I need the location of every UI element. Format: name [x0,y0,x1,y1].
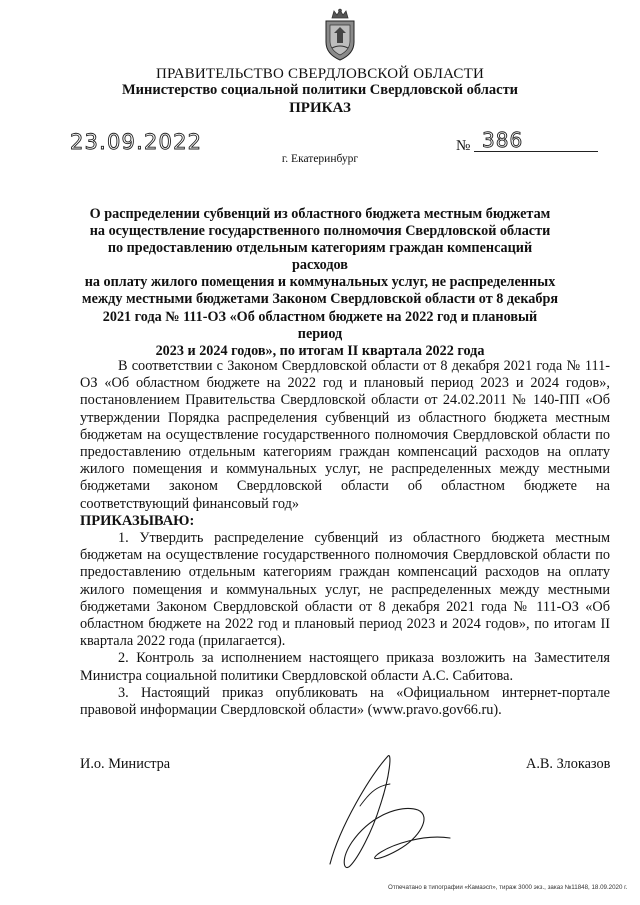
order-title [80,206,560,360]
title-line: на осуществление государственного полномочия Свердловской области [89,223,551,240]
order-item-3: 3. Настоящий приказ опубликовать на «Официальном интернет-портале правовой информации Свердловской области» (www.pravo.gov66.ru). [80,684,610,719]
ministry-heading: Министерство социальной политики Свердловской области [121,82,519,98]
title-line: 2023 и 2024 годов», по итогам II квартала 2022 года [155,342,485,359]
government-heading: ПРАВИТЕЛЬСТВО СВЕРДЛОВСКОЙ ОБЛАСТИ [155,66,485,82]
city-line: г. Екатеринбург [281,153,359,165]
preamble-paragraph: В соответствии с Законом Свердловской области от 8 декабря 2021 года № 111-ОЗ «Об областном бюджете на 2022 год и плановый период 2023 и 2024 годов», постановлением Правительства Свердловской области от 24.02.2011 № 140-ПП «Об утверждении Порядка распределения субвенций из областного бюджета местным бюджетам на осуществление государственного полномочия Свердловской области по предоставлению отдельным категориям граждан компенсаций расходов на оплату жилого помещения и коммунальных услуг, не распределенных между местными бюджетами законом Свердловской области об областном бюджете на соответствующий финансовый год» [80,358,610,512]
title-line: 2021 года № 111-ОЗ «Об областном бюджете на 2022 год и плановый период [102,308,538,342]
order-body [80,358,610,719]
print-note: Отпечатано в типографии «Камаэсп», тираж 3000 экз., заказ №11848, 18.09.2020 г. [388,884,628,891]
title-line: О распределении субвенций из областного бюджета местным бюджетам [89,206,551,222]
order-number-label: № [456,138,471,154]
signatory-name: А.В. Злоказов [526,756,611,772]
document-type-heading: ПРИКАЗ [289,100,351,116]
order-number: 386 [482,128,524,152]
command-word: ПРИКАЗЫВАЮ: [80,512,195,529]
order-date: 23.09.2022 [70,130,203,154]
coat-of-arms-icon [320,8,360,62]
title-line: на оплату жилого помещения и коммунальных услуг, не распределенных [84,274,556,291]
title-line: по предоставлению отдельным категориям граждан компенсаций расходов [107,240,533,274]
order-item-1: 1. Утвердить распределение субвенций из областного бюджета местным бюджетам на осуществление государственного полномочия Свердловской области по предоставлению отдельным категориям граждан компенсаций расходов на оплату жилого помещения и коммунальных услуг, не распределенных между местными бюджетами Законом Свердловской области от 8 декабря 2021 года № 111-ОЗ «Об областном бюджете на 2022 год и плановый период 2023 и 2024 годов», по итогам II квартала 2022 года (прилагается). [80,530,610,650]
signatory-position: И.о. Министра [80,756,171,772]
title-line: между местными бюджетами Законом Свердловской области от 8 декабря [81,291,559,308]
handwritten-signature-icon [300,746,470,886]
order-item-2: 2. Контроль за исполнением настоящего приказа возложить на Заместителя Министра социальной политики Свердловской области А.С. Сабитова. [80,650,610,684]
